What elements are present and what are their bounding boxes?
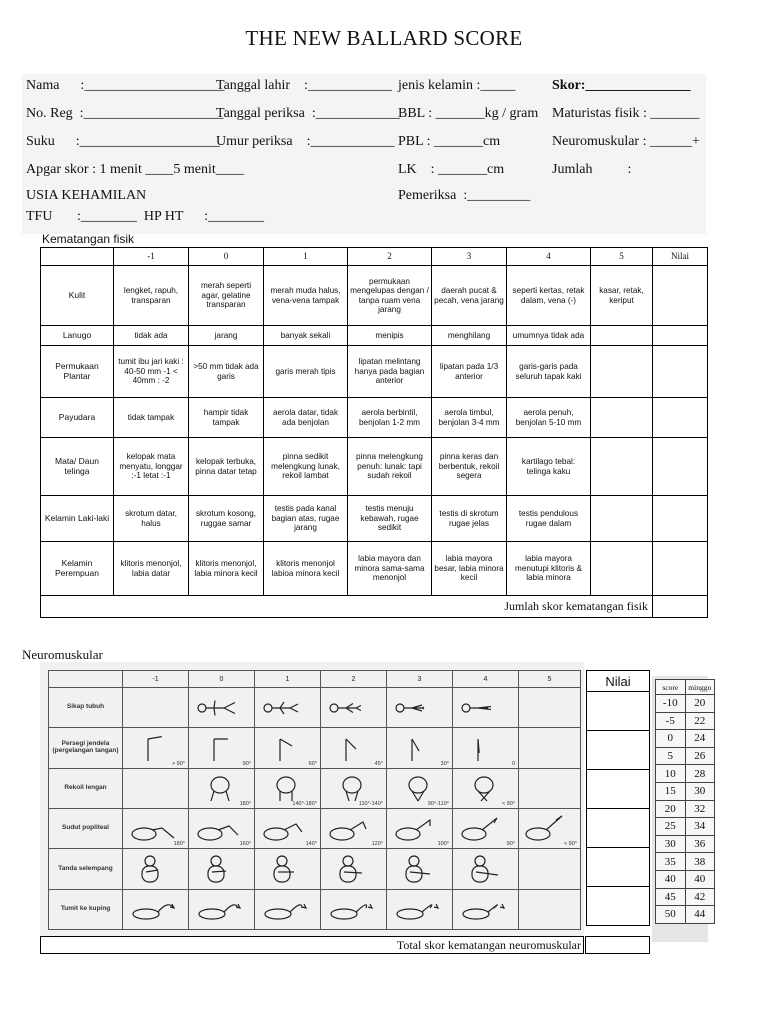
arm-recoil-icon (321, 773, 386, 803)
neuro-cell[interactable] (321, 889, 387, 929)
score-row (656, 906, 715, 924)
popliteal-angle-icon (321, 814, 386, 844)
neuro-degree-label: 140° (305, 841, 317, 848)
popliteal-angle-icon (255, 814, 320, 844)
neuro-row-label: Sikap tubuh (49, 688, 123, 728)
neuro-cell[interactable] (189, 688, 255, 728)
neuro-cell[interactable] (255, 688, 321, 728)
neuro-row-label: Rekoil lengan (49, 768, 123, 808)
neuro-cell[interactable] (453, 889, 519, 929)
neuro-nilai-header: Nilai (587, 671, 650, 692)
maturity-nilai-cell[interactable] (653, 266, 708, 326)
maturity-cell[interactable]: labia mayora besar, labia minora kecil (432, 542, 507, 596)
neuro-cell[interactable] (519, 889, 581, 929)
arm-recoil-icon (387, 773, 452, 803)
neuro-header-cell: 3 (387, 671, 453, 688)
neuro-row (49, 728, 581, 768)
neuro-cell[interactable] (519, 808, 581, 848)
neuro-cell[interactable] (387, 889, 453, 929)
field-neuromuskular[interactable]: Neuromuskular : ______+ (552, 134, 700, 149)
neuro-cell[interactable] (453, 849, 519, 889)
popliteal-angle-icon (189, 814, 254, 844)
heel-to-ear-icon (189, 894, 254, 924)
neuro-degree-label: < 90° (501, 800, 515, 807)
score-cell: 24 (685, 730, 715, 748)
score-cell: 25 (656, 818, 686, 836)
neuro-degree-label: > 90° (171, 760, 185, 767)
wrist-angle-icon (123, 733, 188, 763)
neuromuscular-total-label: Total skor kematangan neuromuskular (40, 936, 584, 954)
score-cell: 35 (656, 853, 686, 871)
maturity-cell[interactable]: permukaan mengelupas dengan / tanpa ruam vena jarang (348, 266, 432, 326)
neuro-cell[interactable] (123, 768, 189, 808)
neuro-degree-label: 90° (242, 760, 251, 767)
neuro-cell[interactable] (519, 728, 581, 768)
maturity-cell[interactable]: labia mayora menutupi klitoris & labia minora (507, 542, 591, 596)
maturity-cell[interactable]: klitoris menonjol, labia datar (114, 542, 189, 596)
score-cell: 10 (656, 765, 686, 783)
neuromuscular-nilai-column (586, 670, 650, 926)
posture-figure-icon (387, 693, 452, 723)
maturity-cell[interactable]: kelopak terbuka, pinna datar tetap (189, 438, 264, 496)
score-row (656, 835, 715, 853)
maturity-cell[interactable]: kelopak mata menyatu, longgar :-1 letat :-1 (114, 438, 189, 496)
neuro-cell[interactable] (387, 768, 453, 808)
scarf-sign-icon (387, 854, 452, 884)
neuro-row (49, 849, 581, 889)
neuro-cell[interactable] (255, 889, 321, 929)
posture-figure-icon (321, 693, 386, 723)
neuro-degree-label: 110°-140° (358, 800, 383, 807)
neuro-cell[interactable] (453, 688, 519, 728)
field-jenis-kelamin[interactable]: jenis kelamin :_____ (398, 78, 516, 93)
wrist-angle-icon (189, 733, 254, 763)
maturity-header-cell: Nilai (653, 248, 708, 266)
maturity-row-label: Mata/ Daun telinga (41, 438, 114, 496)
field-pbl[interactable]: PBL : _______cm (398, 134, 501, 149)
score-cell: 50 (656, 906, 686, 924)
neuro-cell[interactable] (123, 808, 189, 848)
neuro-cell[interactable] (321, 808, 387, 848)
maturity-cell[interactable]: tidak tampak (114, 398, 189, 438)
score-row (656, 800, 715, 818)
maturity-row (41, 542, 708, 596)
maturity-cell[interactable] (591, 398, 653, 438)
neuro-nilai-cell[interactable] (587, 809, 650, 848)
score-header-cell: minggu (685, 680, 715, 695)
score-cell: 38 (685, 853, 715, 871)
maturity-cell[interactable]: lengket, rapuh, transparan (114, 266, 189, 326)
neuro-degree-label: 140°-180° (292, 800, 317, 807)
neuro-cell[interactable] (387, 728, 453, 768)
heel-to-ear-icon (387, 894, 452, 924)
wrist-angle-icon (453, 733, 518, 763)
neuro-row-label: Persegi jendela (pergelangan tangan) (49, 728, 123, 768)
maturity-cell[interactable]: pinna sedikit melengkung lunak, rekoil lambat (264, 438, 348, 496)
score-cell: 28 (685, 765, 715, 783)
neuro-cell[interactable] (123, 688, 189, 728)
neuro-row (49, 688, 581, 728)
field-skor[interactable]: Skor:_______________ (552, 78, 691, 93)
neuro-row-label: Tanda selempang (49, 849, 123, 889)
wrist-angle-icon (321, 733, 386, 763)
neuro-nilai-cell[interactable] (587, 731, 650, 770)
neuro-nilai-cell[interactable] (587, 770, 650, 809)
neuro-cell[interactable] (519, 768, 581, 808)
score-cell: 36 (685, 835, 715, 853)
score-cell: 40 (656, 870, 686, 888)
neuro-cell[interactable] (123, 889, 189, 929)
score-cell: 34 (685, 818, 715, 836)
maturity-row (41, 346, 708, 398)
maturity-header-cell: 2 (348, 248, 432, 266)
maturity-nilai-cell[interactable] (653, 542, 708, 596)
maturity-cell[interactable]: aerola timbul, benjolan 3-4 mm (432, 398, 507, 438)
popliteal-angle-icon (387, 814, 452, 844)
maturity-row (41, 398, 708, 438)
neuro-header-row (49, 671, 581, 688)
neuro-cell[interactable] (255, 849, 321, 889)
neuro-degree-label: 60° (308, 760, 317, 767)
field-bbl[interactable]: BBL : _______kg / gram (398, 106, 539, 121)
maturity-header-cell: 3 (432, 248, 507, 266)
field-tanggal-periksa[interactable]: Tanggal periksa :____________ (216, 106, 400, 121)
maturity-cell[interactable]: umumnya tidak ada (507, 326, 591, 346)
maturity-cell[interactable]: menghilang (432, 326, 507, 346)
maturity-row-label: Kelamin Laki-laki (41, 496, 114, 542)
maturity-cell[interactable]: testis menuju kebawah, rugae sedikit (348, 496, 432, 542)
scarf-sign-icon (321, 854, 386, 884)
heel-to-ear-icon (255, 894, 320, 924)
neuro-cell[interactable] (255, 808, 321, 848)
neuro-cell[interactable] (321, 768, 387, 808)
neuro-row (49, 889, 581, 929)
maturity-header-cell: -1 (114, 248, 189, 266)
maturity-cell[interactable]: klitoris menonjol labioa minora kecil (264, 542, 348, 596)
maturity-cell[interactable]: tidak ada (114, 326, 189, 346)
maturity-cell[interactable]: menipis (348, 326, 432, 346)
maturity-row-label: Kulit (41, 266, 114, 326)
score-cell: 26 (685, 747, 715, 765)
neuro-cell[interactable] (189, 768, 255, 808)
maturity-cell[interactable]: testis pendulous rugae dalam (507, 496, 591, 542)
field-no-reg[interactable]: No. Reg :____________________ (26, 106, 224, 121)
score-row (656, 888, 715, 906)
posture-figure-icon (189, 693, 254, 723)
neuro-cell[interactable] (453, 808, 519, 848)
score-cell: 20 (656, 800, 686, 818)
score-cell: 5 (656, 747, 686, 765)
maturity-cell[interactable]: garis merah tipis (264, 346, 348, 398)
arm-recoil-icon (189, 773, 254, 803)
wrist-angle-icon (387, 733, 452, 763)
score-cell: 15 (656, 782, 686, 800)
neuro-degree-label: 180° (173, 841, 185, 848)
neuro-cell[interactable] (519, 688, 581, 728)
maturity-nilai-cell[interactable] (653, 398, 708, 438)
field-umur-periksa[interactable]: Umur periksa :____________ (216, 134, 395, 149)
heel-to-ear-icon (321, 894, 386, 924)
maturity-cell[interactable] (591, 438, 653, 496)
field-maturitas-fisik[interactable]: Maturistas fisik : _______ (552, 106, 700, 121)
maturity-cell[interactable]: kartilago tebal: telinga kaku (507, 438, 591, 496)
maturity-cell[interactable] (591, 326, 653, 346)
neuromuscular-total-value[interactable] (585, 936, 650, 954)
neuro-header-cell (49, 671, 123, 688)
maturity-cell[interactable]: aerola datar, tidak ada benjolan (264, 398, 348, 438)
maturity-cell[interactable]: garis-garis pada seluruh tapak kaki (507, 346, 591, 398)
neuro-row-label: Sudut popliteal (49, 808, 123, 848)
physical-maturity-table (40, 247, 708, 618)
maturity-cell[interactable]: banyak sekali (264, 326, 348, 346)
neuro-cell[interactable] (321, 849, 387, 889)
score-row (656, 695, 715, 713)
score-header-cell: score (656, 680, 686, 695)
maturity-cell[interactable]: pinna melengkung penuh: lunak: tapi sudah rekoil (348, 438, 432, 496)
score-cell: 22 (685, 712, 715, 730)
neuro-cell[interactable] (453, 728, 519, 768)
maturity-row-label: Kelamin Perempuan (41, 542, 114, 596)
neuro-cell[interactable] (123, 849, 189, 889)
maturity-cell[interactable]: daerah pucat & pecah, vena jarang (432, 266, 507, 326)
neuro-header-cell: 0 (189, 671, 255, 688)
maturity-cell[interactable]: pinna keras dan berbentuk, rekoil segera (432, 438, 507, 496)
neuro-nilai-cell[interactable] (587, 887, 650, 926)
maturity-nilai-cell[interactable] (653, 438, 708, 496)
neuro-cell[interactable] (453, 768, 519, 808)
score-row (656, 712, 715, 730)
neuro-degree-label: 120° (371, 841, 383, 848)
maturity-cell[interactable]: merah seperti agar, gelatine transparan (189, 266, 264, 326)
maturity-cell[interactable]: aerola penuh, benjolan 5-10 mm (507, 398, 591, 438)
popliteal-angle-icon (123, 814, 188, 844)
maturity-cell[interactable]: >50 mm tidak ada garis (189, 346, 264, 398)
posture-figure-icon (453, 693, 518, 723)
score-cell: 45 (656, 888, 686, 906)
maturity-cell[interactable]: skrotum datar, halus (114, 496, 189, 542)
neuro-cell[interactable] (255, 728, 321, 768)
neuro-degree-label: 100° (437, 841, 449, 848)
maturity-header-cell: 1 (264, 248, 348, 266)
maturity-cell[interactable]: klitoris menonjol, labia minora kecil (189, 542, 264, 596)
score-row (656, 747, 715, 765)
neuro-nilai-cell[interactable] (587, 692, 650, 731)
arm-recoil-icon (453, 773, 518, 803)
section-label-kematangan-fisik: Kematangan fisik (42, 232, 135, 246)
maturity-row-label: Lanugo (41, 326, 114, 346)
label-usia-kehamilan: USIA KEHAMILAN (26, 188, 147, 203)
wrist-angle-icon (255, 733, 320, 763)
score-cell: 42 (685, 888, 715, 906)
maturity-cell[interactable]: jarang (189, 326, 264, 346)
neuro-row (49, 808, 581, 848)
scarf-sign-icon (189, 854, 254, 884)
maturity-cell[interactable]: hampir tidak tampak (189, 398, 264, 438)
neuro-cell[interactable] (189, 889, 255, 929)
maturity-cell[interactable]: testis pada kanal bagian atas, rugae jarang (264, 496, 348, 542)
score-cell: 30 (656, 835, 686, 853)
neuro-cell[interactable] (189, 808, 255, 848)
neuro-header-cell: 1 (255, 671, 321, 688)
neuro-header-cell: 5 (519, 671, 581, 688)
scarf-sign-icon (123, 854, 188, 884)
maturity-cell[interactable]: skrotum kosong, ruggae samar (189, 496, 264, 542)
neuro-degree-label: 0 (511, 760, 515, 767)
score-cell: 32 (685, 800, 715, 818)
neuro-cell[interactable] (321, 728, 387, 768)
neuro-cell[interactable] (321, 688, 387, 728)
score-row (656, 853, 715, 871)
maturity-header-cell (41, 248, 114, 266)
section-label-neuromuskular: Neuromuskular (22, 647, 103, 662)
maturity-cell[interactable]: merah muda halus, vena-vena tampak (264, 266, 348, 326)
neuro-nilai-cell[interactable] (587, 848, 650, 887)
maturity-row (41, 266, 708, 326)
heel-to-ear-icon (453, 894, 518, 924)
patient-info-form (22, 74, 706, 234)
scarf-sign-icon (255, 854, 320, 884)
score-cell: 20 (685, 695, 715, 713)
neuro-degree-label: 30° (440, 760, 449, 767)
neuro-degree-label: 180° (239, 800, 251, 807)
field-lk[interactable]: LK : _______cm (398, 162, 505, 177)
maturity-cell[interactable]: testis di skrotum rugae jelas (432, 496, 507, 542)
score-cell: -5 (656, 712, 686, 730)
neuromuscular-grid (48, 670, 581, 930)
neuro-cell[interactable] (387, 808, 453, 848)
score-to-week-table (652, 676, 712, 942)
score-cell: 40 (685, 870, 715, 888)
maturity-header-row (41, 248, 708, 266)
maturity-cell[interactable] (591, 346, 653, 398)
maturity-header-cell: 4 (507, 248, 591, 266)
field-apgar[interactable]: Apgar skor : 1 menit ____5 menit____ (26, 162, 244, 177)
field-tanggal-lahir[interactable]: Tanggal lahir :____________ (216, 78, 392, 93)
maturity-sum-label: Jumlah skor kematangan fisik (41, 596, 653, 618)
neuro-row (49, 768, 581, 808)
score-row (656, 818, 715, 836)
maturity-cell[interactable]: tumit ibu jari kaki : 40-50 mm -1 < 40mm : -2 (114, 346, 189, 398)
maturity-row (41, 496, 708, 542)
neuro-cell[interactable] (123, 728, 189, 768)
field-suku[interactable]: Suku :____________________ (26, 134, 220, 149)
score-row (656, 765, 715, 783)
neuro-degree-label: 90° (506, 841, 515, 848)
neuro-header-cell: -1 (123, 671, 189, 688)
heel-to-ear-icon (123, 894, 188, 924)
neuro-cell[interactable] (255, 768, 321, 808)
maturity-cell[interactable]: lipatan pada 1/3 anterior (432, 346, 507, 398)
arm-recoil-icon (255, 773, 320, 803)
maturity-cell[interactable] (591, 496, 653, 542)
neuromuscular-figure (40, 662, 584, 936)
maturity-cell[interactable]: seperti kertas, retak dalam, vena (-) (507, 266, 591, 326)
neuro-cell[interactable] (387, 849, 453, 889)
score-cell: -10 (656, 695, 686, 713)
field-jumlah[interactable]: Jumlah : (552, 162, 632, 177)
score-cell: 0 (656, 730, 686, 748)
maturity-cell[interactable]: lipatan melintang hanya pada bagian anterior (348, 346, 432, 398)
score-row (656, 782, 715, 800)
maturity-nilai-cell[interactable] (653, 326, 708, 346)
neuro-header-cell: 2 (321, 671, 387, 688)
score-row (656, 870, 715, 888)
maturity-row-label: Payudara (41, 398, 114, 438)
neuro-row-label: Tumit ke kuping (49, 889, 123, 929)
score-cell: 44 (685, 906, 715, 924)
maturity-header-cell: 0 (189, 248, 264, 266)
neuro-cell[interactable] (519, 849, 581, 889)
maturity-cell[interactable]: labia mayora dan minora sama-sama menonjol (348, 542, 432, 596)
maturity-cell[interactable]: aerola berbintil, benjolan 1-2 mm (348, 398, 432, 438)
neuro-degree-label: 90°-110° (427, 800, 449, 807)
neuro-degree-label: 45° (374, 760, 383, 767)
score-row (656, 730, 715, 748)
neuro-cell[interactable] (189, 849, 255, 889)
field-tfu-hpht[interactable]: TFU :________ HP HT :________ (26, 209, 265, 224)
maturity-row-label: Permukaan Plantar (41, 346, 114, 398)
popliteal-angle-icon (453, 814, 518, 844)
scarf-sign-icon (453, 854, 518, 884)
neuro-cell[interactable] (189, 728, 255, 768)
maturity-header-cell: 5 (591, 248, 653, 266)
maturity-cell[interactable]: kasar, retak, keriput (591, 266, 653, 326)
maturity-row (41, 326, 708, 346)
neuro-cell[interactable] (387, 688, 453, 728)
maturity-nilai-cell[interactable] (653, 496, 708, 542)
maturity-row (41, 438, 708, 496)
neuro-degree-label: 160° (239, 841, 251, 848)
popliteal-angle-icon (519, 814, 580, 844)
field-pemeriksa[interactable]: Pemeriksa :_________ (398, 188, 531, 203)
field-nama[interactable]: Nama :____________________ (26, 78, 225, 93)
score-cell: 30 (685, 782, 715, 800)
maturity-cell[interactable] (591, 542, 653, 596)
neuro-header-cell: 4 (453, 671, 519, 688)
score-header-row (656, 680, 715, 695)
maturity-sum-value[interactable] (653, 596, 708, 618)
maturity-nilai-cell[interactable] (653, 346, 708, 398)
page-title: THE NEW BALLARD SCORE (245, 26, 523, 50)
posture-figure-icon (255, 693, 320, 723)
maturity-sum-row (41, 596, 708, 618)
neuro-degree-label: < 90° (563, 841, 577, 848)
